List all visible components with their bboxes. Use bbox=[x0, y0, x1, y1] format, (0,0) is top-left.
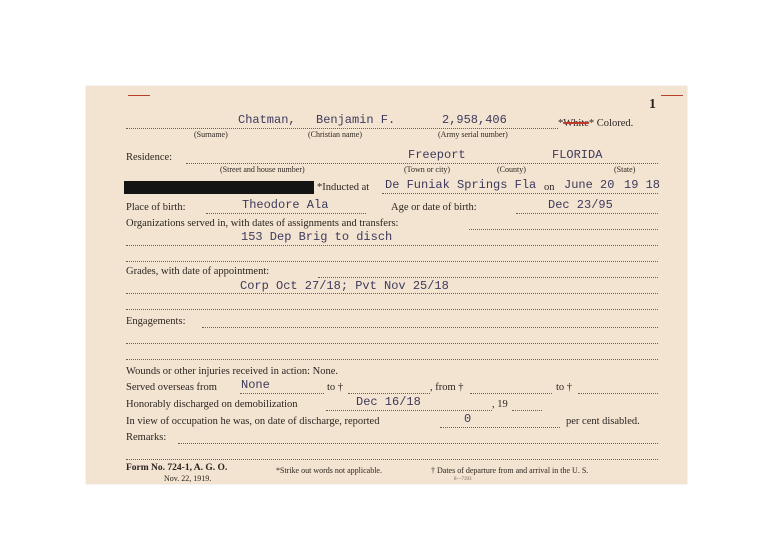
name-line bbox=[126, 128, 558, 129]
grades-line-1 bbox=[318, 277, 658, 278]
overseas-to2-label: to † bbox=[556, 382, 573, 393]
overseas-to2-line bbox=[578, 393, 658, 394]
form-date: Nov. 22, 1919. bbox=[164, 474, 212, 483]
organization-value: 153 Dep Brig to disch bbox=[241, 230, 393, 244]
discharge-year-line bbox=[512, 410, 542, 411]
redaction-bar bbox=[124, 181, 314, 194]
organizations-label: Organizations served in, with dates of assignments and transfers: bbox=[126, 218, 399, 229]
organizations-line-3 bbox=[126, 261, 658, 262]
occupation-label: In view of occupation he was, on date of discharge, reported bbox=[126, 416, 380, 427]
engagements-line-2 bbox=[126, 343, 658, 344]
engagements-line-1 bbox=[202, 327, 658, 328]
remarks-line-1 bbox=[178, 443, 658, 444]
serial-number-value: 2,958,406 bbox=[442, 113, 507, 127]
street-caption: (Street and house number) bbox=[220, 165, 305, 174]
inducted-date-value: June 20 bbox=[564, 178, 615, 192]
form-number: Form No. 724-1, A. G. O. bbox=[126, 463, 228, 473]
residence-line bbox=[186, 163, 658, 164]
remarks-label: Remarks: bbox=[126, 432, 167, 443]
race-marker: * bbox=[558, 118, 564, 129]
dates-note: † Dates of departure from and arrival in the U. S. bbox=[431, 466, 589, 475]
wounds-label bbox=[126, 366, 338, 377]
overseas-to-line bbox=[348, 393, 430, 394]
overseas-label: Served overseas from bbox=[126, 382, 217, 393]
birthplace-line bbox=[206, 213, 366, 214]
strike-note: *Strike out words not applicable. bbox=[276, 466, 382, 475]
county-caption: (County) bbox=[497, 165, 526, 174]
engagements-label: Engagements: bbox=[126, 316, 186, 327]
christian-name-value: Benjamin F. bbox=[316, 113, 396, 127]
race-colored: * Colored. bbox=[588, 118, 634, 129]
inducted-line bbox=[382, 193, 658, 194]
overseas-from2-label: , from † bbox=[430, 382, 464, 393]
discharge-year-label: , 19 bbox=[492, 399, 508, 410]
residence-label: Residence: bbox=[126, 152, 173, 163]
race-white: White bbox=[563, 118, 589, 129]
card-number: 1 bbox=[649, 97, 656, 112]
disabled-label: per cent disabled. bbox=[566, 416, 640, 427]
inducted-year-value: 19 18 bbox=[624, 178, 661, 192]
race-label bbox=[558, 118, 633, 129]
grades-line-3 bbox=[126, 309, 658, 310]
engagements-line-3 bbox=[126, 359, 658, 360]
birthplace-value: Theodore Ala bbox=[242, 198, 329, 212]
birthdate-value: Dec 23/95 bbox=[548, 198, 613, 212]
disability-line bbox=[440, 427, 560, 428]
remarks-line-2 bbox=[126, 459, 658, 460]
honorably-label: Honorably discharged on demobilization bbox=[126, 399, 298, 410]
wounds-value: None. bbox=[312, 366, 339, 377]
disability-value: 0 bbox=[464, 412, 472, 426]
serial-caption: (Army serial number) bbox=[438, 130, 508, 139]
town-caption: (Town or city) bbox=[404, 165, 451, 174]
grades-value: Corp Oct 27/18; Pvt Nov 25/18 bbox=[240, 279, 449, 293]
corner-tick-right bbox=[661, 95, 683, 96]
discharge-line bbox=[326, 410, 492, 411]
service-record-card bbox=[86, 86, 687, 484]
overseas-from-line bbox=[240, 393, 324, 394]
age-label: Age or date of birth: bbox=[391, 202, 477, 213]
town-value: Freeport bbox=[408, 148, 466, 162]
overseas-from2-line bbox=[470, 393, 552, 394]
organizations-line-1 bbox=[469, 229, 658, 230]
inducted-on-label: on bbox=[544, 182, 555, 193]
age-line bbox=[516, 213, 658, 214]
overseas-to-label: to † bbox=[327, 382, 344, 393]
form-code: 8—7393 bbox=[454, 477, 472, 482]
discharge-date-value: Dec 16/18 bbox=[356, 395, 421, 409]
corner-tick-left bbox=[128, 95, 150, 96]
surname-value: Chatman, bbox=[238, 113, 296, 127]
wounds-label-text: Wounds or other injuries received in action: bbox=[126, 366, 311, 377]
grades-label: Grades, with date of appointment: bbox=[126, 266, 270, 277]
overseas-from-value: None bbox=[241, 378, 270, 392]
christian-name-caption: (Christian name) bbox=[308, 130, 362, 139]
surname-caption: (Surname) bbox=[194, 130, 228, 139]
state-value: FLORIDA bbox=[552, 148, 603, 162]
inducted-place-value: De Funiak Springs Fla bbox=[385, 178, 537, 192]
grades-line-2 bbox=[126, 293, 658, 294]
organizations-line-2 bbox=[126, 245, 658, 246]
birthplace-label: Place of birth: bbox=[126, 202, 186, 213]
state-caption: (State) bbox=[614, 165, 636, 174]
inducted-label: *Inducted at bbox=[317, 182, 370, 193]
